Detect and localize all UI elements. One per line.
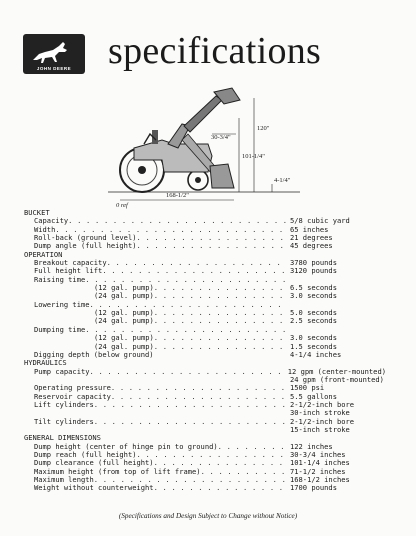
spec-label: (12 gal. pump) — [94, 308, 154, 318]
leader-dots — [154, 309, 286, 317]
spec-row — [24, 351, 386, 359]
loader-diagram — [104, 78, 304, 210]
leader-dots — [137, 242, 287, 250]
spec-label: Breakout capacity — [34, 258, 107, 268]
spec-label: Reservoir capacity — [34, 391, 111, 401]
dim-digging-depth: 4-1/4" — [274, 177, 291, 184]
spec-value: 21 degrees — [290, 233, 333, 243]
spec-label: Full height lift — [34, 266, 103, 276]
spec-label: Raising time — [34, 274, 86, 284]
spec-value-extra: 30-inch stroke — [290, 408, 350, 418]
spec-value: 3120 pounds — [290, 266, 337, 276]
spec-label: (12 gal. pump) — [94, 283, 154, 293]
section-heading: OPERATION — [24, 249, 63, 259]
spec-value: 3.0 seconds — [290, 333, 337, 343]
spec-value: 65 inches — [290, 224, 329, 234]
spec-row — [24, 217, 386, 225]
spec-label: Lowering time — [34, 299, 90, 309]
spec-value: 101-1/4 inches — [290, 458, 350, 468]
spec-value: 122 inches — [290, 441, 333, 451]
dim-dump-reach: 30-3/4" — [211, 134, 231, 141]
spec-value: 1700 pounds — [290, 483, 337, 493]
spec-label: (24 gal. pump) — [94, 316, 154, 326]
spec-label: Operating pressure — [34, 383, 111, 393]
logo-text: JOHN DEERE — [36, 66, 72, 71]
diagram-caption: 0 ref — [116, 202, 128, 209]
spec-value: 45 degrees — [290, 241, 333, 251]
spec-label: Lift cylinders — [34, 399, 94, 409]
spec-label: Roll-back (ground level) — [34, 233, 137, 243]
dim-max-length: 168-1/2" — [166, 192, 189, 199]
leader-dots — [68, 217, 286, 225]
footnote: (Specifications and Design Subject to Change without Notice) — [118, 512, 298, 520]
spec-value-extra: 24 gpm (front-mounted) — [290, 374, 384, 384]
john-deere-logo — [23, 34, 85, 74]
leader-dots — [111, 393, 286, 401]
spec-label: Dump angle (full height) — [34, 241, 137, 251]
spec-label: Maximum length — [34, 475, 94, 484]
leader-dots — [154, 343, 286, 351]
leader-dots — [137, 451, 287, 459]
spec-label: Dumping time — [34, 324, 86, 334]
leader-dots — [154, 484, 286, 492]
leader-dots — [218, 443, 286, 451]
leader-dots — [201, 468, 286, 476]
leader-dots — [154, 284, 286, 292]
leader-dots — [102, 267, 286, 275]
spec-value: 2-1/2-inch bore — [290, 399, 355, 409]
spec-row — [24, 242, 386, 250]
spec-label: Dump reach (full height) — [34, 449, 137, 459]
spec-value-extra: 15-inch stroke — [290, 424, 350, 434]
spec-label: Tilt cylinders — [34, 416, 94, 426]
spec-label: Dump height (center of hinge pin to ground) — [34, 441, 218, 451]
section-heading: GENERAL DIMENSIONS — [24, 433, 101, 443]
dim-dump-height: 120" — [257, 125, 270, 132]
spec-value: 30-3/4 inches — [290, 449, 346, 459]
spec-value: 5/8 cubic yard — [290, 216, 350, 226]
dim-dump-clearance: 101-1/4" — [242, 153, 265, 160]
spec-value: 5.5 gallons — [290, 391, 337, 401]
spec-label: (12 gal. pump) — [94, 333, 154, 343]
spec-value: 5.0 seconds — [290, 308, 337, 318]
spec-row — [24, 484, 386, 492]
spec-label: Dump clearance (full height) — [34, 458, 154, 468]
leader-dots — [154, 334, 286, 342]
leader-dots — [154, 317, 286, 325]
spec-value: 2-1/2-inch bore — [290, 416, 355, 426]
leader-dots — [90, 368, 284, 376]
spec-label: Maximum height (from top of lift frame) — [34, 466, 201, 476]
leader-dots — [107, 259, 286, 267]
spec-value: 168-1/2 inches — [290, 475, 350, 484]
spec-label: Capacity — [34, 216, 69, 226]
section-heading: HYDRAULICS — [24, 358, 67, 368]
leader-dots — [137, 234, 287, 242]
spec-label: Width — [34, 224, 56, 234]
leader-dots — [111, 384, 286, 392]
spec-value: 71-1/2 inches — [290, 466, 346, 476]
section-heading: BUCKET — [24, 208, 50, 217]
leader-dots — [154, 292, 286, 300]
leader-dots — [94, 401, 286, 409]
spec-label: Weight without counterweight — [34, 483, 154, 493]
spec-value: 3780 pounds — [290, 258, 337, 268]
spec-value: 4-1/4 inches — [290, 349, 342, 359]
spec-value: 1.5 seconds — [290, 341, 337, 351]
page-title: specifications — [108, 30, 322, 72]
spec-value: 1500 psi — [290, 383, 325, 393]
spec-value: 2.5 seconds — [290, 316, 337, 326]
spec-label: (24 gal. pump) — [94, 291, 154, 301]
spec-value: 3.0 seconds — [290, 291, 337, 301]
spec-label: (24 gal. pump) — [94, 341, 154, 351]
leader-dots — [94, 418, 286, 426]
spec-label: Digging depth (below ground) — [34, 349, 154, 359]
spec-label: Pump capacity — [34, 366, 90, 376]
spec-list — [24, 209, 386, 493]
spec-value: 6.5 seconds — [290, 283, 337, 293]
spec-value: 12 gpm (center-mounted) — [287, 366, 386, 376]
